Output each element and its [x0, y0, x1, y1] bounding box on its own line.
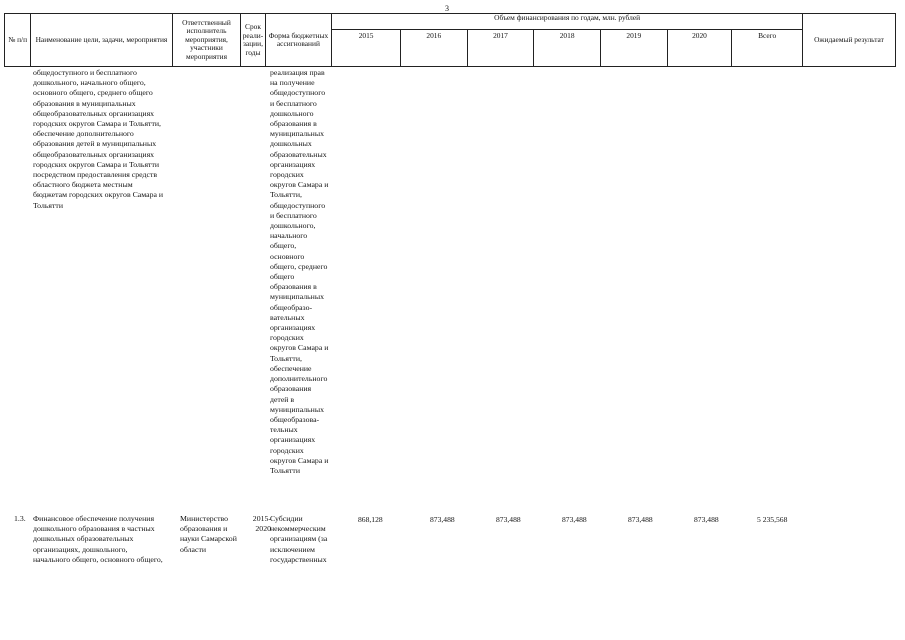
continued-name-text: общедоступного и бесплатного дошкольного, начального общего, основного общего, среднего общего образования в муниципальных общеобразовательных организациях городских округов Самара и Тольятти, обеспечение дополнительного образования детей в муниципальных общеобразовательных организациях городских округов Самара и Тольятти посредством предоставления средств областного бюджета местным бюджетам городских округов Самара и Тольятти [33, 68, 164, 210]
header-responsible: Ответственный исполнитель мероприятия, участники мероприятия [172, 14, 241, 67]
continued-form-text: реализация прав на получение общедоступного и бесплатного дошкольного образования в муниципальных дошкольных образовательных организациях городских округов Самара и Тольятти, общедоступного и бесплатного дошкольного, начального общего, основного общего, среднего общего образования в муниципальных общеобразо- вательных организациях городских округов Самара и Тольятти, обеспечение дополнительного образования детей в муниципальных общеобразова- тельных организациях городских округов Самара и Тольятти [270, 68, 329, 475]
page-number: 3 [445, 4, 449, 13]
header-table [4, 13, 896, 67]
header-year-2020: 2020 [667, 30, 732, 67]
header-period: Срок реали-зации, годы [241, 14, 265, 67]
value-2015: 868,128 [358, 515, 383, 524]
row-1-3-name: Финансовое обеспечение получения дошкольного образования в частных дошкольных образовательных организациях, дошкольного, начального общего, основного общего, [33, 514, 163, 564]
header-year-2016: 2016 [400, 30, 467, 67]
value-2018: 873,488 [562, 515, 587, 524]
header-year-2017: 2017 [467, 30, 534, 67]
header-year-2019: 2019 [600, 30, 667, 67]
header-result: Ожидаемый результат [802, 14, 895, 67]
header-year-2018: 2018 [534, 30, 601, 67]
value-2019: 873,488 [628, 515, 653, 524]
value-2020: 873,488 [694, 515, 719, 524]
row-1-3-num: 1.3. [14, 514, 26, 523]
header-form: Форма бюджетных ассигнований [265, 14, 332, 67]
value-total: 5 235,568 [757, 515, 788, 524]
value-2017: 873,488 [496, 515, 521, 524]
header-year-2015: 2015 [332, 30, 401, 67]
row-1-3-responsible: Министерство образования и науки Самарской области [180, 514, 237, 554]
header-total: Всего [732, 30, 803, 67]
header-num: № п/п [5, 14, 31, 67]
value-2016: 873,488 [430, 515, 455, 524]
row-1-3-period: 2015- 2020 [252, 514, 271, 534]
row-1-3-form: Субсидии некоммерческим организациям (за исключением государственных [270, 514, 328, 564]
header-name: Наименование цели, задачи, мероприятия [31, 14, 172, 67]
header-funding: Объем финансирования по годам, млн. рублей [332, 14, 803, 30]
